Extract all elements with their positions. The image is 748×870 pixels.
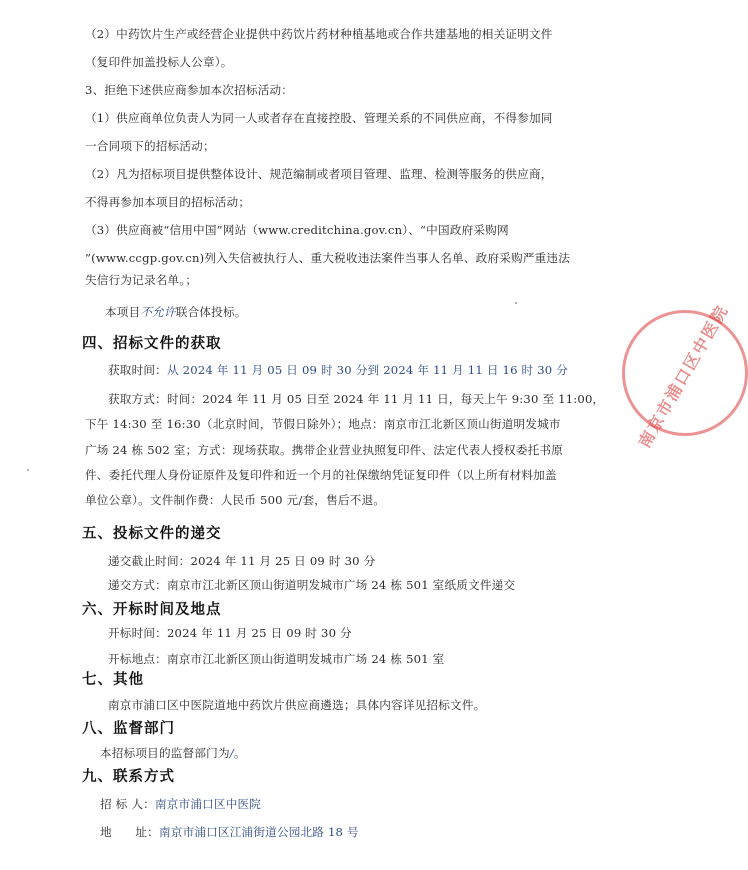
section-8-title: 八、监督部门 (82, 721, 175, 737)
obtain-method-e: 单位公章）。文件制作费：人民币 500 元/套，售后不退。 (85, 493, 386, 507)
obtain-time (108, 356, 608, 384)
refuse-item-3-b: ”(www.ccgp.gov.cn)列入失信被执行人、重大税收违法案件当事人名单、政府采购严重违法 (85, 251, 570, 265)
consortium-pre: 本项目 (105, 305, 141, 319)
section-9-title: 九、联系方式 (82, 769, 175, 785)
refuse-item-2-a: （2）凡为招标项目提供整体设计、规范编制或者项目管理、监理、检测等服务的供应商， (85, 167, 553, 181)
obtain-time-value: 从 2024 年 11 月 05 日 09 时 30 分到 2024 年 11 月 11 日 16 时 30 分 (166, 363, 569, 377)
submit-deadline: 递交截止时间：2024 年 11 月 25 日 09 时 30 分 (108, 554, 376, 568)
obtain-method-b: 下午 14:30 至 16:30（北京时间，节假日除外）；地点：南京市江北新区顶山街道明发城市 (85, 417, 561, 431)
supervision-post: 。 (233, 746, 246, 760)
other-text: 南京市浦口区中医院道地中药饮片供应商遴选；具体内容详见招标文件。 (108, 698, 486, 712)
section-4-title: 四、招标文件的获取 (82, 336, 222, 352)
supervision-pre: 本招标项目的监督部门为 (100, 746, 230, 760)
obtain-method-a: 获取方式：时间：2024 年 11 月 05 日至 2024 年 11 月 11 日，每天上午 9:30 至 11:00， (108, 392, 605, 406)
refuse-item-3-a: （3）供应商被“信用中国”网站（www.creditchina.gov.cn）、“中国政府采购网 (85, 223, 509, 237)
obtain-time-label: 获取时间： (108, 363, 167, 377)
tenderer-line (100, 790, 600, 818)
consortium-post: 联合体投标。 (175, 305, 247, 319)
tenderer-value: 南京市浦口区中医院 (154, 797, 262, 811)
consortium-line (105, 298, 605, 326)
scan-speck (27, 469, 29, 471)
official-seal-text: 南京市浦口区中医院 (634, 301, 733, 451)
section-5-title: 五、投标文件的递交 (82, 526, 222, 542)
address-value: 南京市浦口区江浦街道公园北路 18 号 (158, 825, 359, 839)
section-6-title: 六、开标时间及地点 (82, 602, 222, 618)
refuse-heading: 3、拒绝下述供应商参加本次招标活动： (85, 83, 294, 97)
refuse-item-1-b: 一合同项下的招标活动； (85, 139, 215, 153)
open-time: 开标时间：2024 年 11 月 25 日 09 时 30 分 (108, 626, 352, 640)
refuse-item-3-c: 失信行为记录名单。； (85, 273, 198, 287)
address-line (100, 818, 600, 846)
refuse-item-2-b: 不得再参加本项目的招标活动； (85, 195, 251, 209)
obtain-method-c: 广场 24 栋 502 室；方式：现场获取。携带企业营业执照复印件、法定代表人授权委托书原 (85, 443, 564, 457)
tenderer-label: 招 标 人： (100, 797, 155, 811)
refuse-item-1-a: （1）供应商单位负责人为同一人或者存在直接控股、管理关系的不同供应商，不得参加同 (85, 111, 553, 125)
consortium-value: 不允许 (140, 305, 176, 319)
section-7-title: 七、其他 (82, 672, 144, 688)
submit-method: 递交方式：南京市江北新区顶山街道明发城市广场 24 栋 501 室纸质文件递交 (108, 578, 516, 592)
open-place: 开标地点：南京市江北新区顶山街道明发城市广场 24 栋 501 室 (108, 652, 445, 666)
scan-speck (515, 302, 517, 304)
obtain-method-d: 件、委托代理人身份证原件及复印件和近一个月的社保缴纳凭证复印件（以上所有材料加盖 (85, 468, 557, 482)
list-item-2-cont: （复印件加盖投标人公章）。 (85, 55, 233, 69)
address-label: 地 址： (100, 825, 159, 839)
list-item-2: （2）中药饮片生产或经营企业提供中药饮片药材种植基地或合作共建基地的相关证明文件 (85, 27, 553, 41)
supervision-line (100, 739, 600, 767)
supervision-value: / (229, 746, 234, 760)
